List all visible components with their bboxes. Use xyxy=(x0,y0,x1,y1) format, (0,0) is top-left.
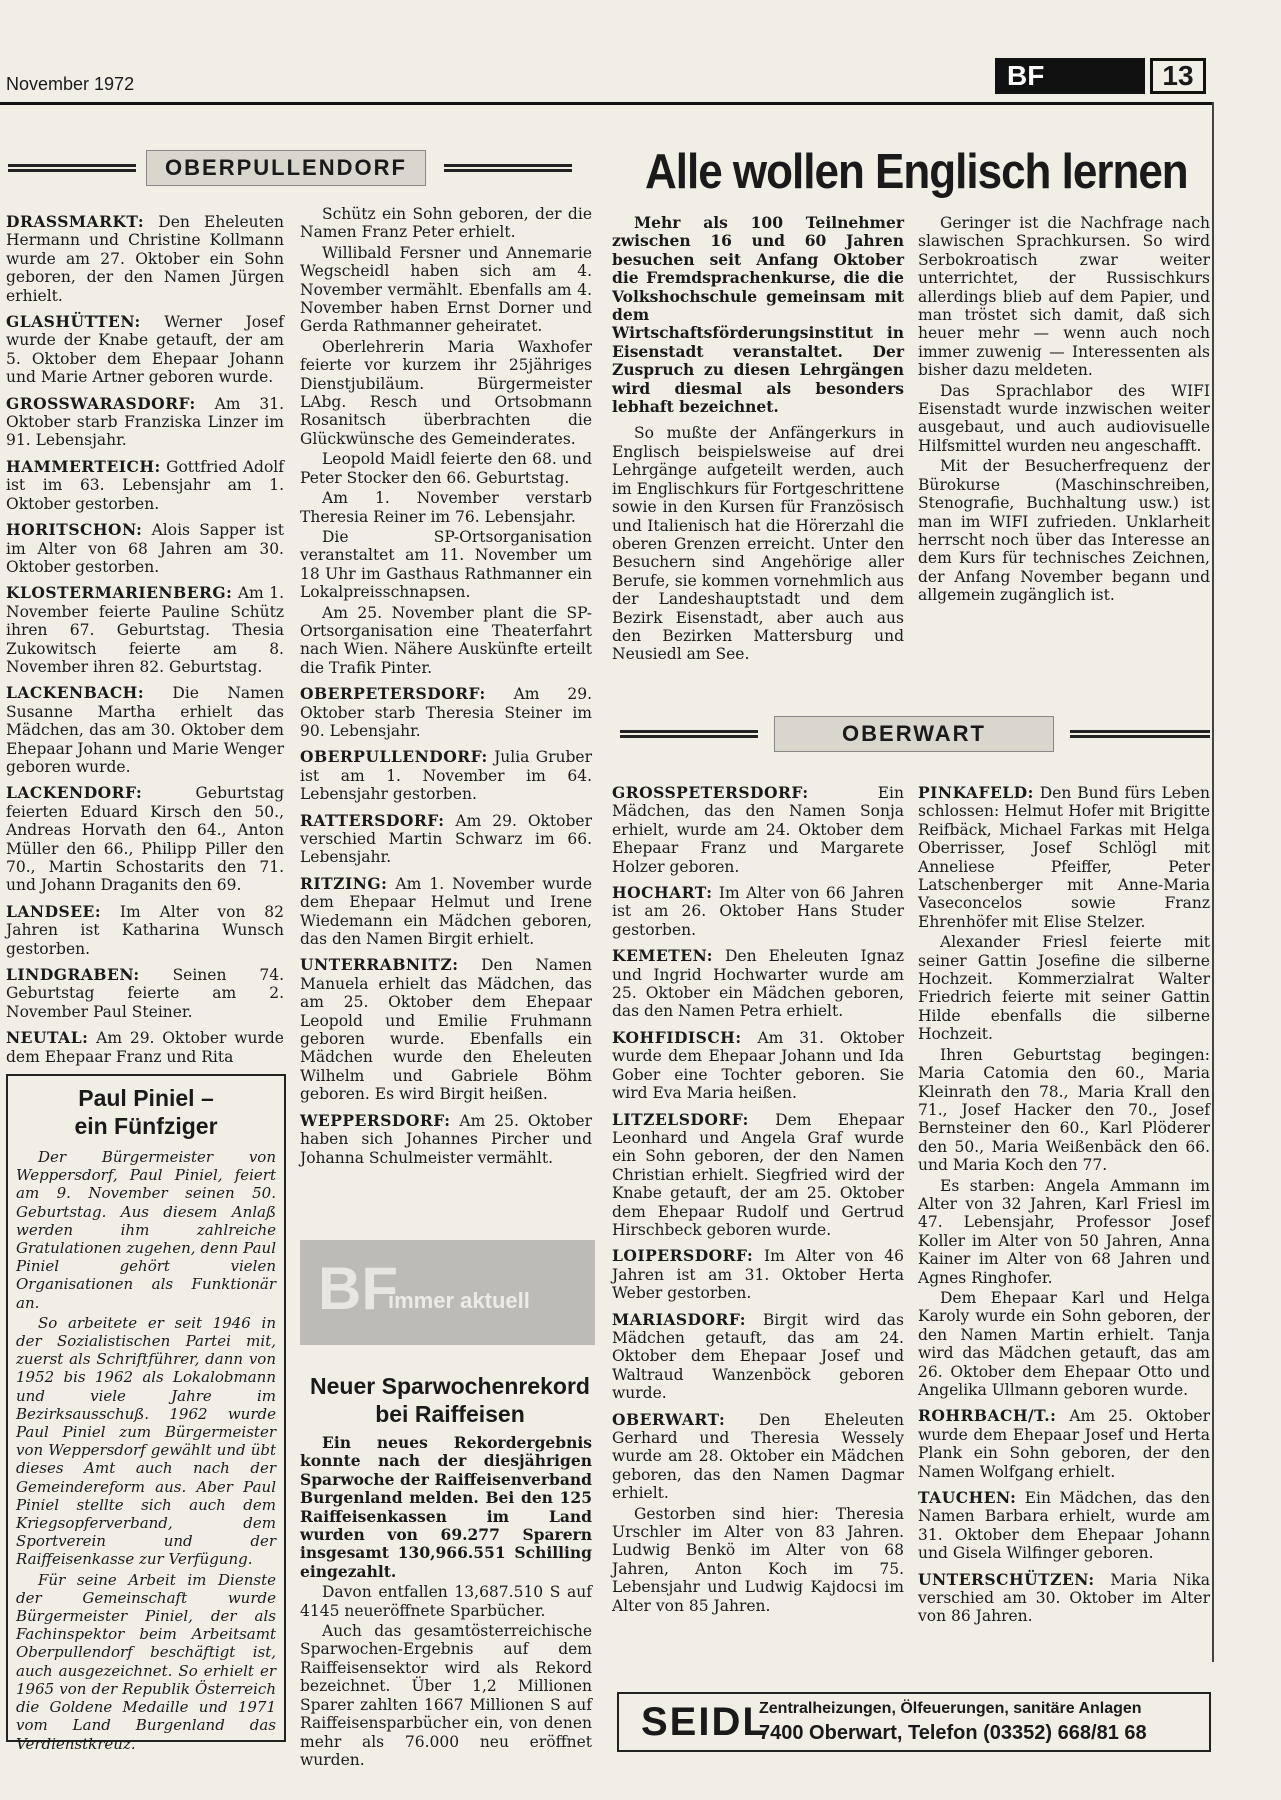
place-name: MARIASDORF: xyxy=(612,1309,747,1329)
englisch-lead: Mehr als 100 Teilnehmer zwischen 16 und 60 Jahren besuchen seit Anfang Oktober die Fremdsprachenkurse, die die Volkshochschule gemeinsam mit dem Wirtschaftsförderungsinstitut in Eisenstadt veranstaltet. Der Zuspruch zu diesen Lehrgängen wird diesmal als besonders lebhaft bezeichnet. xyxy=(612,213,904,417)
englisch-paragraph-5: Mit der Besucherfrequenz der Bürokurse (Maschinschreiben, Stenografie, Buchhaltung usw.) ist man im WIFI zufrieden. Unklarheit herrscht noch über das Interesse an dem Kurs für technisches Zeichnen, der Anfang November begann und allgemein zugänglich ist. xyxy=(918,457,1210,605)
oberwart-notice xyxy=(612,1029,904,1103)
notice-text: Dem Ehepaar Leonhard und Angela Graf wurde ein Sohn geboren, der den Namen Christian erhielt. Siegfried wird der Knabe getauft, der am 25. Oktober dem Ehepaar Rudolf und Gertrud Hirschbeck geboren wurde. xyxy=(612,1110,904,1239)
place-name: OBERPULLENDORF: xyxy=(300,747,488,767)
rule-right-oberpullendorf xyxy=(444,164,572,172)
piniel-title-line2: ein Fünfziger xyxy=(74,1113,218,1139)
oberpullendorf-notice xyxy=(6,966,284,1021)
oberwart-notice xyxy=(612,1247,904,1302)
oberpullendorf-notice xyxy=(6,784,284,894)
ad-address: 7400 Oberwart, Telefon (03352) 668/81 68 xyxy=(759,1722,1147,1744)
oberpullendorf-notice xyxy=(6,1029,284,1066)
ad-company-name: SEIDL xyxy=(641,1700,769,1744)
place-name: DRASSMARKT: xyxy=(6,212,145,231)
oberwart-col2 xyxy=(918,776,1210,1676)
notice-text: Julia Gruber ist am 1. November im 64. Lebensjahr gestorben. xyxy=(300,748,592,804)
notice-text: Am 31. Oktober wurde dem Ehepaar Johann und Ida Gober eine Tochter geboren. Sie wird Eva Maria heißen. xyxy=(612,1028,904,1103)
oberpullendorf-notice xyxy=(6,684,284,776)
notice-text: Am 1. November verstarb Theresia Reiner im 76. Lebensjahr. xyxy=(300,489,592,526)
oberpullendorf-notice xyxy=(300,748,592,803)
notice-text: Die Namen Susanne Martha erhielt das Mädchen, das am 30. Oktober dem Ehepaar Johann und Marie Wenger geboren wurde. xyxy=(6,684,284,776)
oberwart-notice xyxy=(918,1177,1210,1287)
place-name: HOCHART: xyxy=(612,883,713,903)
ad-services: Zentralheizungen, Ölfeuerungen, sanitäre Anlagen xyxy=(759,1700,1142,1717)
sparwoche-title-line2: bei Raiffeisen xyxy=(375,1401,525,1427)
oberpullendorf-col2 xyxy=(300,205,592,1210)
notice-text: Die SP-Ortsorganisation veranstaltet am 11. November um 18 Uhr im Gasthaus Rathmanner ein Lokalpreisschnapsen. xyxy=(300,527,592,602)
oberwart-notice xyxy=(918,784,1210,931)
section-title-oberwart: OBERWART xyxy=(774,716,1054,752)
oberpullendorf-notice xyxy=(300,205,592,242)
place-name: OBERWART: xyxy=(612,1409,726,1429)
sparwoche-lead: Ein neues Rekordergebnis konnte nach der diesjährigen Sparwoche der Raiffeisenverband Burgenland melden. Bei den 125 Raiffeisenkassen im Land wurden von 69.277 Sparern insgesamt 130,966.551 Schilling eingezahlt. xyxy=(300,1433,592,1581)
rule-left-oberpullendorf xyxy=(8,164,136,172)
place-name: PINKAFELD: xyxy=(918,783,1034,802)
notice-text: Maria Nika verschied am 30. Oktober im Alter von 86 Jahren. xyxy=(918,1570,1210,1626)
masthead-logo: BF xyxy=(995,58,1145,94)
place-name: TAUCHEN: xyxy=(918,1488,1017,1508)
oberwart-notice xyxy=(612,884,904,939)
oberwart-notice xyxy=(612,784,904,876)
oberpullendorf-notice xyxy=(300,338,592,448)
notice-text: Ein Mädchen, das den Namen Sonja erhielt, wurde am 24. Oktober dem Ehepaar Franz und Margarete Holzer geboren. xyxy=(612,784,904,876)
piniel-box xyxy=(6,1074,286,1753)
notice-text: Seinen 74. Geburtstag feierte am 2. November Paul Steiner. xyxy=(6,966,284,1021)
englisch-paragraph-2: So mußte der Anfängerkurs in Englisch beispielsweise auf drei Lehrgänge aufgeteilt werden, auch im Englischkurs für Fortgeschrittene sowie in den Kursen für Französisch und Italienisch hat die Hörerzahl die oberen Grenzen erreicht. Unter den Besuchern sind Angehörige aller Berufe, sie kommen vornehmlich aus der Landeshauptstadt und dem Bezirk Eisenstadt, aber auch aus den Bezirken Mattersburg und Neusiedl am See. xyxy=(612,424,904,664)
oberpullendorf-notice xyxy=(300,244,592,336)
notice-text: Alois Sapper ist im Alter von 68 Jahren am 30. Oktober gestorben. xyxy=(6,521,284,576)
oberpullendorf-notice xyxy=(300,1112,592,1167)
oberpullendorf-notice xyxy=(6,395,284,450)
notice-text: Am 1. November feierte Pauline Schütz ihren 67. Geburtstag. Thesia Zukowitsch feierte am 8. November ihren 82. Geburtstag. xyxy=(6,584,284,676)
right-column-rule xyxy=(1212,102,1214,1662)
notice-text: Am 25. November plant die SP-Ortsorganisation eine Theaterfahrt nach Wien. Nähere Auskünfte erteilt die Trafik Pinter. xyxy=(300,603,592,677)
notice-text: Birgit wird das Mädchen getauft, das am 24. Oktober dem Ehepaar Josef und Waltraud Wanzenböck geboren wurde. xyxy=(612,1310,904,1403)
place-name: KEMETEN: xyxy=(612,946,713,966)
englisch-col2 xyxy=(918,214,1210,684)
notice-text: Am 25. Oktober wurde dem Ehepaar Josef und Herta Plank ein Sohn geboren, der den Namen Wolfgang erhielt. xyxy=(918,1407,1210,1481)
oberpullendorf-notice xyxy=(300,604,592,678)
notice-text: Dem Ehepaar Karl und Helga Karoly wurde ein Sohn geboren, der den Namen Martin erhielt. Tanja wird das Mädchen getauft, das am 26. Oktober dem Ehepaar Otto und Angelika Ullmann geboren wurde. xyxy=(918,1288,1210,1399)
englisch-paragraph-4: Das Sprachlabor des WIFI Eisenstadt wurde inzwischen weiter ausgebaut, und auch audiovisuelle Hilfsmittel wurden neu angeschafft. xyxy=(918,381,1210,455)
oberpullendorf-notice xyxy=(6,458,284,513)
place-name: GROSSWARASDORF: xyxy=(6,393,196,413)
place-name: WEPPERSDORF: xyxy=(300,1110,451,1130)
notice-text: Geburtstag feierten Eduard Kirsch den 50., Andreas Horvath den 64., Anton Müller den 66., Philipp Piller den 70., Martin Schostarits den 71. und Johann Draganits den 69. xyxy=(6,784,284,895)
place-name: RATTERSDORF: xyxy=(300,810,445,830)
oberwart-notice xyxy=(612,1411,904,1503)
place-name: GLASHÜTTEN: xyxy=(6,312,141,332)
notice-text: Es starben: Angela Ammann im Alter von 32 Jahren, Karl Friesl im 47. Lebensjahr, Professor Josef Koller im Alter von 50 Jahren, Anna Kainer im Alter von 68 Jahren und Agnes Ringhofer. xyxy=(918,1176,1210,1287)
oberpullendorf-notice xyxy=(6,521,284,576)
notice-text: Oberlehrerin Maria Waxhofer feierte vor kurzem ihr 25jähriges Dienstjubiläum. Bürgermeister LAbg. Resch und Ortsobmann Rosanitsch überbrachten die Glückwünsche des Gemeinderates. xyxy=(300,337,592,448)
sparwoche-paragraph-3: Auch das gesamtösterreichische Sparwochen-Ergebnis auf dem Raiffeisensektor wird als Rekord bezeichnet. Über 1,2 Millionen Sparer zahlten 1667 Millionen S auf Raiffeisensparbücher ein, von denen mehr als 76.000 neu eröffnet wurden. xyxy=(300,1622,592,1769)
notice-text: Im Alter von 82 Jahren ist Katharina Wunsch gestorben. xyxy=(6,902,284,958)
notice-text: Am 25. Oktober haben sich Johannes Pircher und Johanna Schulmeister vermählt. xyxy=(300,1111,592,1167)
place-name: UNTERRABNITZ: xyxy=(300,955,459,975)
notice-text: Im Alter von 46 Jahren ist am 31. Oktober Herta Weber gestorben. xyxy=(612,1247,904,1303)
notice-text: Alexander Friesl feierte mit seiner Gattin Josefine die silberne Hochzeit. Kommerzialrat Walter Friedrich feierte mit seiner Gattin Hilde ebenfalls die silberne Hochzeit. xyxy=(918,933,1210,1044)
notice-text: Den Eheleuten Ignaz und Ingrid Hochwarter wurde am 25. Oktober ein Mädchen geboren, das den Namen Petra erhielt. xyxy=(612,947,904,1021)
oberwart-notice xyxy=(918,933,1210,1043)
piniel-paragraph-2: So arbeitete er seit 1946 in der Sozialistischen Partei mit, zuerst als Schriftführer, dann von 1952 bis 1962 als Lokalobmann und viele Jahre im Bezirksausschuß. 1962 wurde Paul Piniel zum Bürgermeister von Weppersdorf gewählt und übt dieses Amt auch nach der Gemeindereform aus. Aber Paul Piniel stellte sich auch dem Kriegsopferverband, dem Sportverein und der Raiffeisenkasse zur Verfügung. xyxy=(16,1313,276,1569)
sparwoche-title-line1: Neuer Sparwochenrekord xyxy=(310,1373,590,1399)
oberpullendorf-notice xyxy=(300,956,592,1103)
promo-tagline: immer aktuell xyxy=(388,1288,530,1313)
oberpullendorf-notice xyxy=(6,213,284,305)
oberwart-col1 xyxy=(612,776,904,1676)
oberpullendorf-notice xyxy=(6,903,284,958)
rule-left-oberwart xyxy=(620,730,758,738)
englisch-headline: Alle wollen Englisch lernen xyxy=(645,144,1188,200)
oberpullendorf-col1 xyxy=(6,205,284,1066)
notice-text: Werner Josef wurde der Knabe getauft, der am 5. Oktober dem Ehepaar Johann und Marie Artner geboren wurde. xyxy=(6,313,284,387)
oberwart-notice xyxy=(612,947,904,1021)
notice-text: Gottfried Adolf ist im 63. Lebensjahr am 1. Oktober gestorben. xyxy=(6,457,284,513)
place-name: LANDSEE: xyxy=(6,901,102,921)
notice-text: Gestorben sind hier: Theresia Urschler im Alter von 83 Jahren. Ludwig Benkö im Alter von 68 Jahren, Anton Koch im 75. Lebensjahr und Ludwig Kajdocsi im Alter von 85 Jahren. xyxy=(612,1504,904,1615)
page-number: 13 xyxy=(1150,58,1206,94)
oberwart-notice xyxy=(612,1505,904,1615)
oberpullendorf-notice xyxy=(6,313,284,387)
oberpullendorf-notice xyxy=(300,875,592,949)
oberpullendorf-notice xyxy=(300,685,592,740)
notice-text: Ein Mädchen, das den Namen Barbara erhielt, wurde am 31. Oktober dem Ehepaar Johann und Gisela Wilfinger geboren. xyxy=(918,1489,1210,1563)
place-name: LINDGRABEN: xyxy=(6,965,140,985)
englisch-col1 xyxy=(612,214,904,684)
notice-text: Am 31. Oktober starb Franziska Linzer im 91. Lebensjahr. xyxy=(6,394,284,450)
oberpullendorf-notice xyxy=(300,489,592,526)
oberwart-notice xyxy=(918,1046,1210,1175)
oberwart-notice xyxy=(918,1407,1210,1481)
notice-text: Im Alter von 66 Jahren ist am 26. Oktober Hans Studer gestorben. xyxy=(612,884,904,939)
bf-promo-banner xyxy=(300,1240,595,1345)
notice-text: Schütz ein Sohn geboren, der die Namen Franz Peter erhielt. xyxy=(300,205,592,242)
place-name: LACKENDORF: xyxy=(6,783,143,803)
seidl-ad xyxy=(617,1692,1211,1752)
piniel-title-line1: Paul Piniel – xyxy=(78,1085,214,1111)
oberwart-notice xyxy=(918,1571,1210,1626)
place-name: LITZELSDORF: xyxy=(612,1109,749,1129)
notice-text: Am 29. Oktober wurde dem Ehepaar Franz und Rita xyxy=(6,1029,284,1066)
notice-text: Ihren Geburtstag begingen: Maria Catomia den 60., Maria Kleinrath den 78., Maria Krall den 71., Josef Hacker den 70., Josef Bernsteiner den 60., Karl Plöderer den 50., Maria Weißenbäck den 66. und Maria Koch den 77. xyxy=(918,1045,1210,1175)
oberwart-notice xyxy=(612,1311,904,1403)
header-rule xyxy=(0,102,1212,105)
issue-date: November 1972 xyxy=(6,74,135,94)
notice-text: Am 29. Oktober starb Theresia Steiner im 90. Lebensjahr. xyxy=(300,685,592,740)
oberpullendorf-notice xyxy=(300,812,592,867)
place-name: HAMMERTEICH: xyxy=(6,456,161,476)
place-name: HORITSCHON: xyxy=(6,520,143,540)
sparwoche-body xyxy=(300,1433,592,1769)
oberwart-notice xyxy=(918,1289,1210,1399)
place-name: GROSSPETERSDORF: xyxy=(612,783,809,802)
oberpullendorf-notice xyxy=(300,450,592,487)
place-name: ROHRBACH/T.: xyxy=(918,1406,1057,1426)
oberpullendorf-notice xyxy=(6,584,284,676)
notice-text: Den Bund fürs Leben schlossen: Helmut Hofer mit Brigitte Reifbäck, Michael Farkas mit Helga Oberrisser, Josef Schlögl mit Anneliese Pfeiffer, Peter Latschenberger mit Anne-Maria Vaseconcelos sowie Franz Ehrenhöfer mit Elise Stelzer. xyxy=(918,784,1210,931)
place-name: OBERPETERSDORF: xyxy=(300,684,486,704)
oberpullendorf-notice xyxy=(300,528,592,602)
oberwart-notice xyxy=(918,1489,1210,1563)
notice-text: Leopold Maidl feierte den 68. und Peter Stocker den 66. Geburtstag. xyxy=(300,450,592,487)
notice-text: Willibald Fersner und Annemarie Wegscheidl haben sich am 4. November vermählt. Ebenfalls am 4. November haben Ernst Dorner und Gerda Rathmanner geheiratet. xyxy=(300,243,592,336)
notice-text: Den Namen Manuela erhielt das Mädchen, das am 25. Oktober dem Ehepaar Leopold und Emilie Fruhmann geboren wurde. Ebenfalls ein Mädchen wurde den Eheleuten Wilhelm und Gabriele Böhm geboren. Es wird Birgit heißen. xyxy=(300,956,592,1104)
place-name: NEUTAL: xyxy=(6,1028,89,1048)
rule-right-oberwart xyxy=(1070,730,1210,738)
place-name: UNTERSCHÜTZEN: xyxy=(918,1569,1095,1589)
notice-text: Am 29. Oktober verschied Martin Schwarz im 66. Lebensjahr. xyxy=(300,811,592,867)
notice-text: Den Eheleuten Hermann und Christine Kollmann wurde am 27. Oktober ein Sohn geboren, der den Namen Jürgen erhielt. xyxy=(6,213,284,305)
place-name: LOIPERSDORF: xyxy=(612,1246,754,1266)
englisch-paragraph-3: Geringer ist die Nachfrage nach slawischen Sprachkursen. So wird Serbokroatisch zwar weiter unterrichtet, der Russischkurs allerdings blieb auf dem Papier, und man tröstet sich damit, daß sich heuer mehr — wenn auch noch immer zuwenig — Interessenten als bisher dazu meldeten. xyxy=(918,214,1210,380)
piniel-paragraph-3: Für seine Arbeit im Dienste der Gemeinschaft wurde Bürgermeister Piniel, der als Fachinspektor beim Arbeitsamt Oberpullendorf beschäftigt ist, auch ausgezeichnet. So erhielt er 1965 von der Republik Österreich die Goldene Medaille und 1971 vom Land Burgenland das Verdienstkreuz. xyxy=(16,1570,276,1753)
notice-text: Den Eheleuten Gerhard und Theresia Wessely wurde am 28. Oktober ein Mädchen geboren, das den Namen Dagmar erhielt. xyxy=(612,1410,904,1503)
oberwart-notice xyxy=(612,1111,904,1240)
promo-logo: BF xyxy=(318,1255,398,1322)
piniel-paragraph-1: Der Bürgermeister von Weppersdorf, Paul Piniel, feiert am 9. November seinen 50. Geburtstag. Aus diesem Anlaß werden ihm zahlreiche Gratulationen zugehen, denn Paul Piniel gehört vielen Organisationen als Funktionär an. xyxy=(16,1148,276,1312)
sparwoche-paragraph-2: Davon entfallen 13,687.510 S auf 4145 neueröffnete Sparbücher. xyxy=(300,1583,592,1620)
notice-text: Am 1. November wurde dem Ehepaar Helmut und Irene Wiedemann ein Mädchen geboren, das den Namen Birgit erhielt. xyxy=(300,874,592,949)
place-name: KLOSTERMARIENBERG: xyxy=(6,583,233,603)
section-title-oberpullendorf: OBERPULLENDORF xyxy=(146,150,426,186)
sparwoche-headline xyxy=(300,1372,600,1428)
place-name: RITZING: xyxy=(300,873,388,893)
place-name: LACKENBACH: xyxy=(6,683,145,703)
place-name: KOHFIDISCH: xyxy=(612,1027,742,1047)
